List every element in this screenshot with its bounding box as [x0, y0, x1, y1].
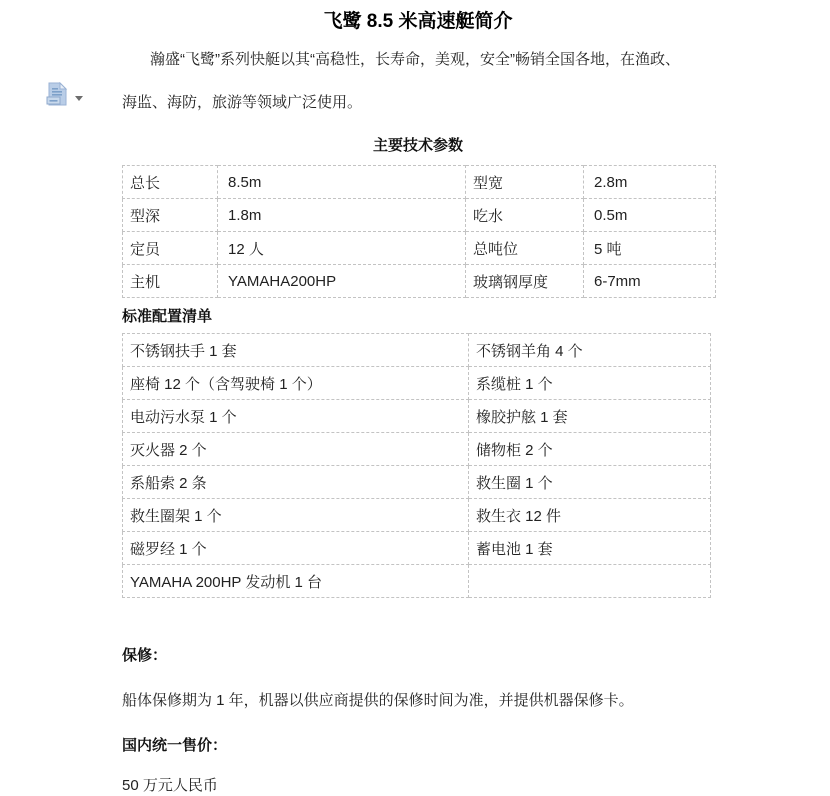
equipment-item: 蓄电池 1 套	[469, 532, 711, 565]
table-row	[123, 265, 716, 298]
warranty-text: 船体保修期为 1 年，机器以供应商提供的保修时间为准，并提供机器保修卡。	[122, 692, 634, 709]
equipment-item: 座椅 12 个（含驾驶椅 1 个）	[123, 367, 469, 400]
equipment-item: 灭火器 2 个	[123, 433, 469, 466]
equipment-item: 系船索 2 条	[123, 466, 469, 499]
spec-value: 6-7mm	[584, 265, 716, 298]
table-row	[123, 367, 711, 400]
equipment-item: 不锈钢扶手 1 套	[123, 334, 469, 367]
spec-label: 总吨位	[466, 232, 584, 265]
equipment-item: 系缆桩 1 个	[469, 367, 711, 400]
equipment-item: YAMAHA 200HP 发动机 1 台	[123, 565, 469, 598]
equipment-item: 储物柜 2 个	[469, 433, 711, 466]
equipment-item: 磁罗经 1 个	[123, 532, 469, 565]
table-row	[123, 400, 711, 433]
warranty-heading: 保修：	[122, 647, 168, 664]
spec-value: 1.8m	[218, 199, 466, 232]
equipment-table	[122, 333, 711, 598]
specs-section-heading: 主要技术参数	[372, 137, 463, 154]
spec-value: 8.5m	[218, 166, 466, 199]
table-row	[123, 232, 716, 265]
table-row	[123, 499, 711, 532]
price-heading: 国内统一售价：	[122, 737, 228, 754]
spec-label: 定员	[123, 232, 218, 265]
table-row	[123, 532, 711, 565]
equipment-item: 电动污水泵 1 个	[123, 400, 469, 433]
spec-label: 主机	[123, 265, 218, 298]
spec-label: 吃水	[466, 199, 584, 232]
paste-options-button[interactable]	[46, 83, 90, 111]
specs-table	[122, 165, 716, 298]
spec-value: YAMAHA200HP	[218, 265, 466, 298]
spec-value: 2.8m	[584, 166, 716, 199]
spec-label: 玻璃钢厚度	[466, 265, 584, 298]
page-title: 飞鹭 8.5 米高速艇简介	[323, 11, 513, 32]
equipment-item: 救生圈架 1 个	[123, 499, 469, 532]
spec-value: 12 人	[218, 232, 466, 265]
table-row	[123, 565, 711, 598]
table-row	[123, 199, 716, 232]
equipment-item: 救生圈 1 个	[469, 466, 711, 499]
spec-value: 0.5m	[584, 199, 716, 232]
paste-options-icon	[46, 82, 69, 112]
intro-paragraph-line: 瀚盛“飞鹭”系列快艇以其“高稳性，长寿命，美观，安全”畅销全国各地，在渔政、	[150, 51, 680, 68]
equipment-item	[469, 565, 711, 598]
price-value: 50 万元人民币	[122, 777, 218, 794]
equipment-section-heading: 标准配置清单	[122, 308, 213, 325]
chevron-down-icon[interactable]	[75, 96, 83, 101]
spec-label: 型深	[123, 199, 218, 232]
spec-label: 总长	[123, 166, 218, 199]
spec-label: 型宽	[466, 166, 584, 199]
equipment-item: 救生衣 12 件	[469, 499, 711, 532]
intro-paragraph-line: 海监、海防，旅游等领域广泛使用。	[122, 94, 363, 111]
table-row	[123, 166, 716, 199]
table-row	[123, 433, 711, 466]
equipment-item: 橡胶护舷 1 套	[469, 400, 711, 433]
equipment-item: 不锈钢羊角 4 个	[469, 334, 711, 367]
table-row	[123, 466, 711, 499]
spec-value: 5 吨	[584, 232, 716, 265]
table-row	[123, 334, 711, 367]
